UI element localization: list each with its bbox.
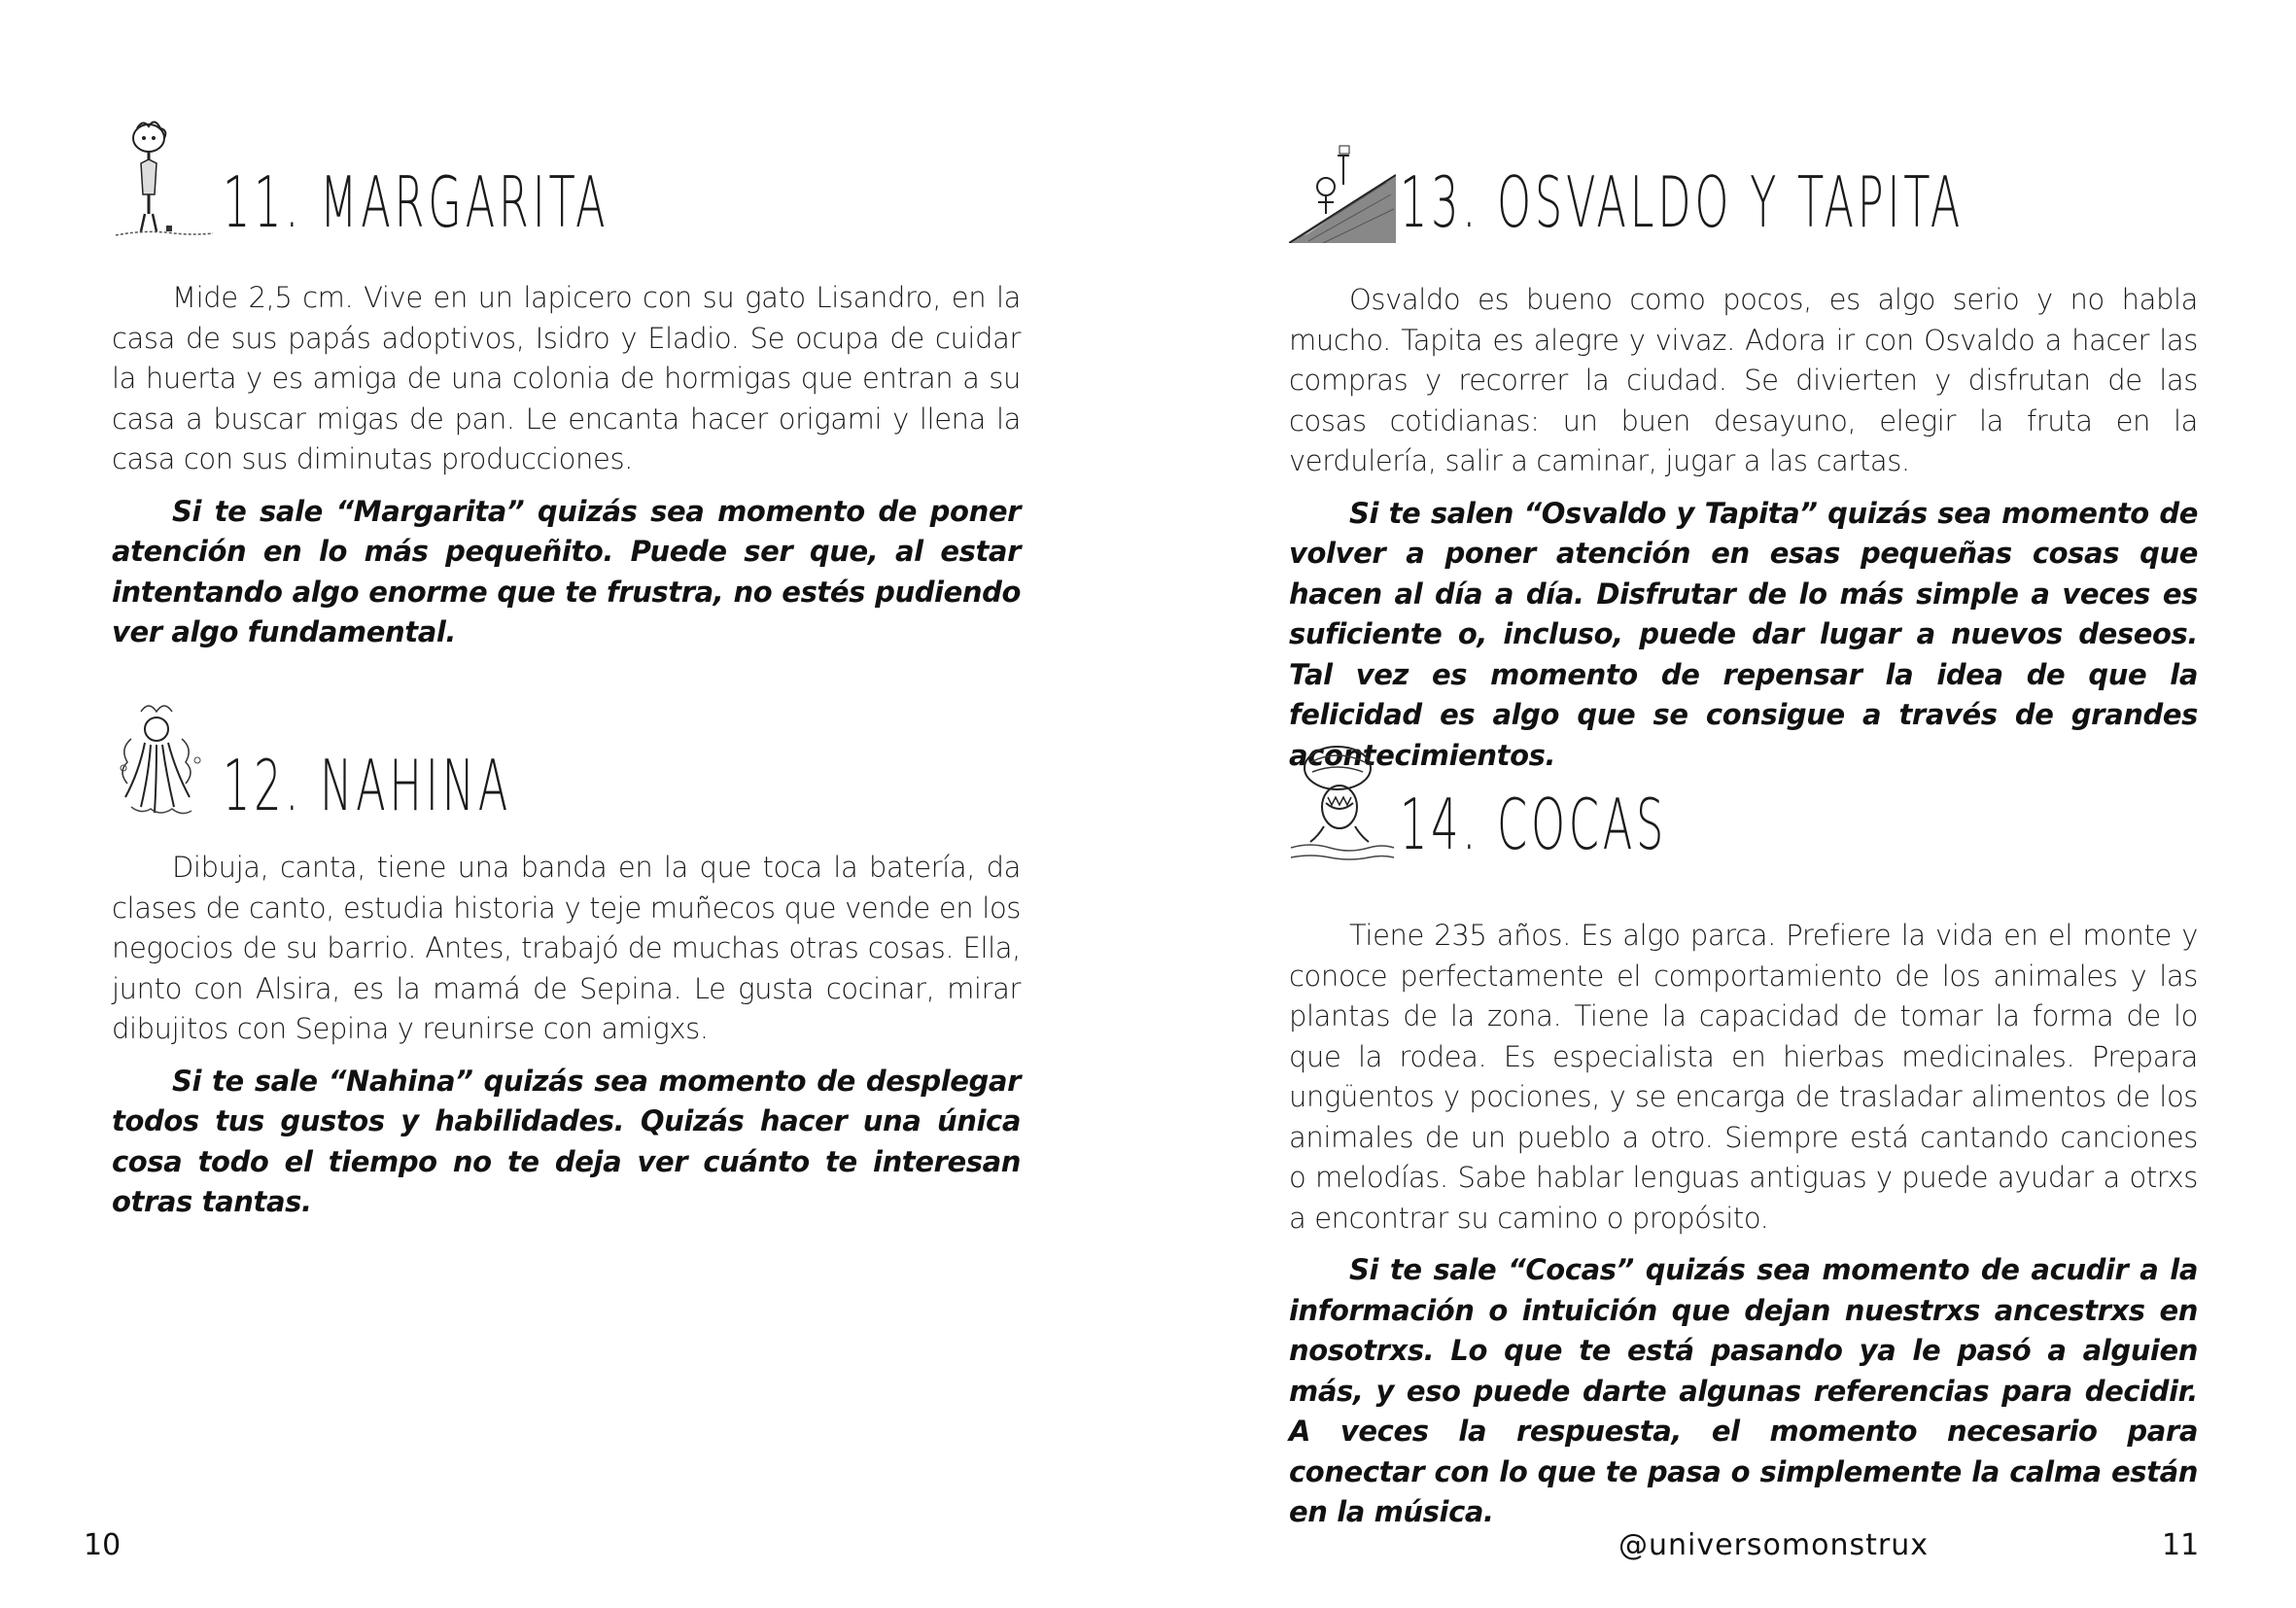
section-title: 11. MARGARITA	[223, 161, 609, 243]
section-body: Osvaldo es bueno como pocos, es algo serio y no habla mucho. Tapita es alegre y vivaz. Adora ir con Osvaldo a hacer las compras y recorrer la ciudad. Se divierten y disfrutan de las cosas cotidianas: un buen desayuno, elegir la fruta en la verdulería, salir a caminar, jugar a las cartas.	[1289, 283, 2198, 477]
section-heading	[1289, 739, 2198, 865]
social-handle: @universomonstrux	[1618, 1528, 1929, 1562]
osvaldo-tapita-illustration	[1289, 136, 1396, 243]
section-title: 14. COCAS	[1400, 784, 1668, 865]
section-heading	[112, 700, 1021, 826]
right-page	[1148, 0, 2296, 1608]
section-body: Tiene 235 años. Es algo parca. Prefiere la vida en el monte y conoce perfectamente el comportamiento de los animales y las plantas de la zona. Tiene la capacidad de tomar la forma de lo que la rodea. Es especialista en hierbas medicinales. Prepara ungüentos y pociones, y se encarga de trasladar alimentos de los animales de un pueblo a otro. Siempre está cantando canciones o melodías. Sabe hablar lenguas antiguas y puede ayudar a otrxs a encontrar su camino o propósito.	[1289, 919, 2198, 1235]
section-body: Dibuja, canta, tiene una banda en la que toca la batería, da clases de canto, estudia historia y teje muñecos que vende en los negocios de su barrio. Antes, trabajó de muchas otras cosas. Ella, junto con Alsira, es la mamá de Sepina. Le gusta cocinar, mirar dibujitos con Sepina y reunirse con amigxs.	[112, 851, 1021, 1045]
section-note: Si te sale “Margarita” quizás sea momento de poner atención en lo más pequeñito. Puede ser que, al estar intentando algo enorme que te frustra, no estés pudiendo ver algo fundamental.	[112, 494, 1021, 648]
section-note: Si te salen “Osvaldo y Tapita” quizás sea momento de volver a poner atención en esas pequeñas cosas que hacen al día a día. Disfrutar de lo más simple a veces es suficiente o, incluso, puede dar lugar a nuevos deseos. Tal vez es momento de repensar la idea de que la felicidad es algo que se consigue a través de grandes acontecimientos.	[1289, 496, 2198, 772]
section-body: Mide 2,5 cm. Vive en un lapicero con su gato Lisandro, en la casa de sus papás adoptivos, Isidro y Eladio. Se ocupa de cuidar la huerta y es amiga de una colonia de hormigas que entran a su casa a buscar migas de pan. Le encanta hacer origami y llena la casa con sus diminutas producciones.	[112, 281, 1021, 475]
page-number: 11	[2162, 1528, 2200, 1562]
section-heading	[112, 117, 1021, 243]
section-note: Si te sale “Cocas” quizás sea momento de acudir a la información o intuición que dejan nuestrxs ancestrxs en nosotrxs. Lo que te está pasando ya le pasó a alguien más, y eso puede darte algunas referencias para decidir. A veces la respuesta, el momento necesario para conectar con lo que te pasa o simplemente la calma están en la música.	[1289, 1253, 2198, 1528]
margarita-illustration	[112, 117, 219, 243]
section-nahina	[112, 700, 1021, 1223]
cocas-illustration	[1289, 739, 1396, 865]
section-margarita	[112, 117, 1021, 653]
section-title: 12. NAHINA	[223, 745, 511, 826]
section-title: 13. OSVALDO Y TAPITA	[1400, 161, 1965, 243]
page-number: 10	[84, 1528, 122, 1562]
nahina-illustration	[112, 700, 219, 826]
section-note: Si te sale “Nahina” quizás sea momento de desplegar todos tus gustos y habilidades. Quizás hacer una única cosa todo el tiempo no te deja ver cuánto te interesan otras tantas.	[112, 1064, 1021, 1218]
section-osvaldo-tapita	[1289, 117, 2198, 776]
section-cocas	[1289, 739, 2198, 1533]
section-heading	[1289, 117, 2198, 243]
